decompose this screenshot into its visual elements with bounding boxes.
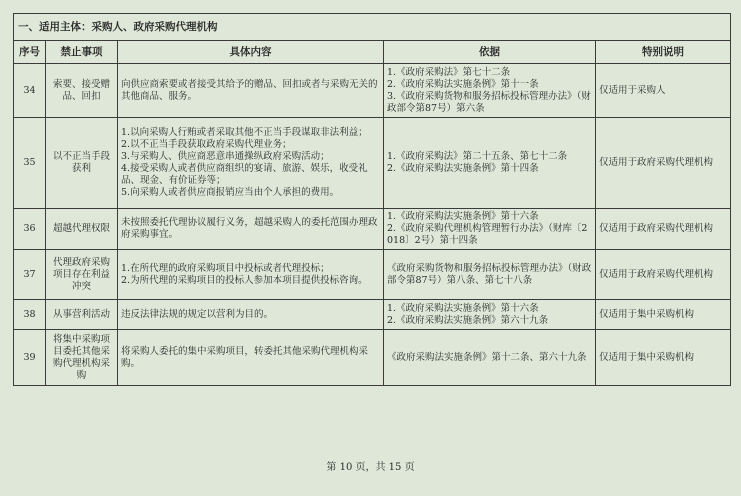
row-number: 35	[14, 118, 46, 209]
content-line: 违反法律法规的规定以营利为目的。	[121, 308, 274, 320]
row-content	[118, 330, 384, 386]
row-content	[118, 300, 384, 330]
row-number: 34	[14, 64, 46, 118]
table-row	[14, 330, 731, 386]
regulation-table-sheet	[13, 13, 730, 386]
row-basis	[384, 118, 596, 209]
page-footer: 第 10 页，共 15 页	[326, 462, 415, 473]
content-line: 将采购人委托的集中采购项目，转委托其他采购代理机构采购。	[121, 345, 369, 369]
header-row	[14, 41, 731, 64]
basis-line: 2.《政府采购法实施条例》第十一条	[387, 78, 539, 90]
table-row	[14, 64, 731, 118]
basis-line: 1.《政府采购法》第二十五条、第七十二条	[387, 151, 568, 162]
section-title-row	[14, 14, 731, 41]
row-item: 超越代理权限	[46, 209, 118, 250]
row-note: 仅适用于集中采购机构	[596, 330, 731, 386]
basis-line: 《政府采购货物和服务招标投标管理办法》（财政部令第87号）第八条、第七十八条	[387, 262, 592, 286]
content-line: 1.以向采购人行贿或者采取其他不正当手段谋取非法利益；	[121, 127, 368, 138]
header-content: 具体内容	[118, 41, 384, 64]
content-line: 5.向采购人或者供应商报销应当由个人承担的费用。	[121, 187, 340, 198]
row-content	[118, 209, 384, 250]
basis-line: 1.《政府采购法实施条例》第十六条	[387, 211, 539, 222]
row-note: 仅适用于政府采购代理机构	[596, 118, 731, 209]
row-item: 以不正当手段获利	[46, 118, 118, 209]
basis-line: 1.《政府采购法实施条例》第十六条	[387, 302, 539, 314]
row-basis	[384, 300, 596, 330]
table-row	[14, 300, 731, 330]
row-content	[118, 118, 384, 209]
row-number: 37	[14, 250, 46, 300]
basis-line: 2.《政府采购法实施条例》第六十九条	[387, 314, 549, 326]
content-line: 4.接受采购人或者供应商组织的宴请、旅游、娱乐，收受礼品、现金、有价证券等；	[121, 163, 368, 186]
row-content	[118, 64, 384, 118]
table-row	[14, 209, 731, 250]
basis-line: 《政府采购法实施条例》第十二条、第六十九条	[387, 351, 587, 363]
row-basis	[384, 64, 596, 118]
row-item: 将集中采购项目委托其他采购代理机构采购	[46, 330, 118, 386]
header-number: 序号	[14, 41, 46, 64]
row-number: 36	[14, 209, 46, 250]
header-note: 特别说明	[596, 41, 731, 64]
row-content	[118, 250, 384, 300]
content-line: 2.为所代理的采购项目的投标人参加本项目提供投标咨询。	[121, 274, 368, 286]
row-number: 39	[14, 330, 46, 386]
header-basis: 依据	[384, 41, 596, 64]
row-note: 仅适用于政府采购代理机构	[596, 250, 731, 300]
content-line: 向供应商索要或者接受其给予的赠品、回扣或者与采购无关的其他商品、服务。	[121, 78, 378, 102]
content-line: 2.以不正当手段获取政府采购代理业务；	[121, 139, 292, 150]
content-line: 3.与采购人、供应商恶意串通操纵政府采购活动；	[121, 151, 330, 162]
row-note: 仅适用于采购人	[596, 64, 731, 118]
table-row	[14, 250, 731, 300]
row-item: 索要、接受赠品、回扣	[46, 64, 118, 118]
section-title: 一、适用主体：采购人、政府采购代理机构	[14, 14, 731, 41]
content-line: 1.在所代理的政府采购项目中投标或者代理投标；	[121, 262, 330, 274]
row-note: 仅适用于政府采购代理机构	[596, 209, 731, 250]
row-note: 仅适用于集中采购机构	[596, 300, 731, 330]
row-item: 代理政府采购项目存在利益冲突	[46, 250, 118, 300]
row-basis	[384, 209, 596, 250]
basis-line: 2.《政府采购法实施条例》第十四条	[387, 163, 539, 174]
prohibited-items-table	[13, 13, 731, 386]
row-basis	[384, 330, 596, 386]
basis-line: 1.《政府采购法》第七十二条	[387, 66, 511, 78]
table-row	[14, 118, 731, 209]
row-item: 从事营利活动	[46, 300, 118, 330]
basis-line: 3.《政府采购货物和服务招标投标管理办法》（财政部令第87号）第六条	[387, 90, 591, 114]
basis-line: 2.《政府采购代理机构管理暂行办法》（财库〔2018〕2号）第十四条	[387, 223, 588, 246]
row-number: 38	[14, 300, 46, 330]
content-line: 未按照委托代理协议履行义务，超越采购人的委托范围办理政府采购事宜。	[121, 217, 378, 240]
row-basis	[384, 250, 596, 300]
header-prohibited-item: 禁止事项	[46, 41, 118, 64]
